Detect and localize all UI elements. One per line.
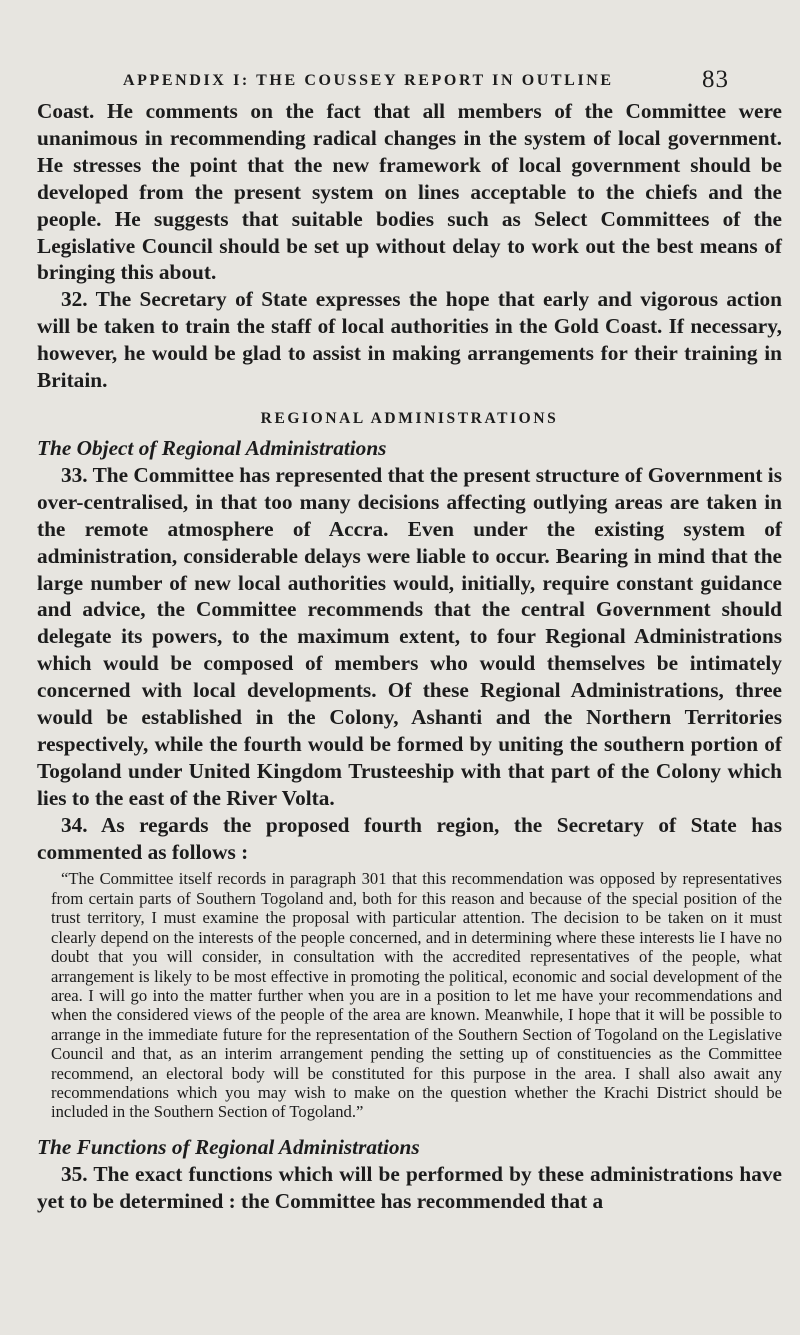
quote-text: “The Committee itself records in paragraph 301 that this recommendation was opposed by representatives from certain parts of Southern Togoland and, both for this reason and because of the special position of the trust territory, I must examine the proposal with particular attention. The decision to be taken on it must clearly depend on the interests of the people concerned, and in determining where these interests lie I have no doubt that you will consider, in consultation with the accredited representatives of the people, what arrangement is likely to be most effective in promoting the political, economic and social development of the area. I will go into the matter further when you are in a position to let me have your recommendations and when the considered views of the people of the area are known. Meanwhile, I hope that it will be possible to arrange in the immediate future for the representation of the Southern Section of Togoland on the Legislative Council and that, as an interim arrangement pending the setting up of constituencies as the Committee recommend, an electoral body will be constituted for this purpose in the area. I shall also await any recommendations which you may wish to make on the question whether the Krachi District should be included in the Southern Section of Togoland.”	[51, 869, 782, 1122]
block-quote	[37, 869, 782, 1121]
paragraph-34: 34. As regards the proposed fourth region, the Secretary of State has commented as follows :	[37, 812, 782, 864]
paragraph-33: 33. The Committee has represented that the present structure of Government is over-centralised, in that too many decisions affecting outlying areas are taken in the remote atmosphere of Accra. Even under the existing system of administration, considerable delays were liable to occur. Bearing in mind that the large number of new local authorities would, initially, require constant guidance and advice, the Committee recommends that the central Government should delegate its powers, to the maximum extent, to four Regional Administrations which would be composed of members who would themselves be intimately concerned with local developments. Of these Regional Administrations, three would be established in the Colony, Ashanti and the Northern Territories respectively, while the fourth would be formed by uniting the southern portion of Togoland under United Kingdom Trusteeship with that part of the Colony which lies to the east of the River Volta.	[37, 462, 782, 810]
running-header: APPENDIX I: THE COUSSEY REPORT IN OUTLINE	[123, 72, 614, 89]
section-heading: REGIONAL ADMINISTRATIONS	[260, 409, 559, 427]
paragraph-35: 35. The exact functions which will be performed by these administrations have yet to be determined : the Committee has recommended that a	[37, 1161, 782, 1213]
paragraph-continuation: Coast. He comments on the fact that all members of the Committee were unanimous in recommending radical changes in the system of local government. He stresses the point that the new framework of local government should be developed from the present system on lines acceptable to the chiefs and the people. He suggests that suitable bodies such as Select Committees of the Legislative Council should be set up without delay to work out the best means of bringing this about.	[37, 99, 782, 285]
page-body	[37, 98, 782, 1214]
page-number: 83	[702, 66, 729, 93]
subheading-object: The Object of Regional Administrations	[37, 435, 387, 460]
subheading-functions: The Functions of Regional Administrations	[37, 1134, 420, 1159]
paragraph-32: 32. The Secretary of State expresses the hope that early and vigorous action will be taken to train the staff of local authorities in the Gold Coast. If necessary, however, he would be glad to assist in making arrangements for their training in Britain.	[37, 287, 782, 393]
